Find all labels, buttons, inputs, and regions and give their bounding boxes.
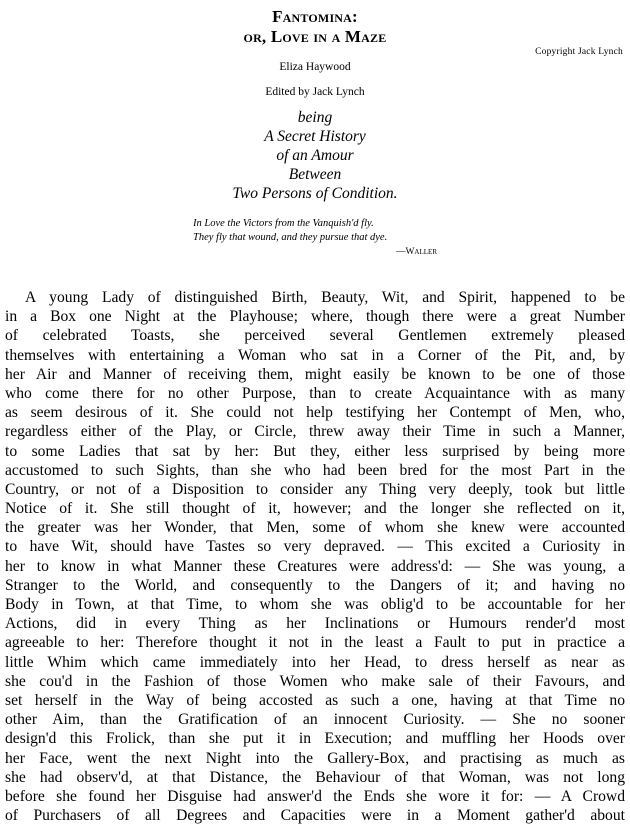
- body-line: set herself in the Way of being accosted as such a one, having at that Time no: [5, 691, 625, 709]
- title-line-1: Fantomina:: [272, 7, 358, 26]
- subtitle-line: A Secret History: [264, 128, 366, 145]
- title-line-2: or, Love in a Maze: [243, 27, 387, 46]
- body-line: she cou'd in the Fashion of those Women who make sale of their Favours, and: [5, 672, 625, 690]
- body-paragraph: [5, 288, 625, 825]
- body-line: other Aim, than the Gratification of an innocent Curiosity. — She no sooner: [5, 711, 625, 729]
- body-line: Notice of it. She still thought of it, however; and the longer she reflected on it,: [5, 500, 625, 518]
- body-line: to have Wit, should have Tastes so very depraved. — This excited a Curiosity in: [5, 538, 625, 556]
- author-name: Eliza Haywood: [279, 61, 351, 73]
- editor-credit: Edited by Jack Lynch: [265, 86, 365, 98]
- body-line: in a Box one Night at the Playhouse; where, though there were a great Number: [5, 308, 625, 326]
- body-line: accustomed to such Sights, than she who had been bred for the most Part in the: [5, 461, 625, 479]
- body-line: who come there for no other Purpose, than to create Acquaintance with as many: [5, 384, 625, 402]
- body-line: agreeable to her: Therefore thought it not in the least a Fault to put in practice a: [5, 634, 625, 652]
- body-line: she had observ'd, at that Distance, the Behaviour of that Woman, was not long: [5, 768, 625, 786]
- body-line: themselves with entertaining a Woman who sat in a Corner of the Pit, and, by: [5, 346, 625, 364]
- body-line: of celebrated Toasts, she perceived several Gentlemen extremely pleased: [5, 327, 625, 345]
- body-line: of Purchasers of all Degrees and Capacities were in a Moment gather'd about: [5, 807, 625, 825]
- subtitle-line: being: [297, 109, 333, 126]
- subtitle-block: [0, 108, 630, 203]
- body-line: Stranger to the World, and consequently to the Dangers of it; and having no: [5, 576, 625, 594]
- body-line: regardless either of the Play, or Circle, threw away their Time in such a Manner,: [5, 423, 625, 441]
- body-line: A young Lady of distinguished Birth, Beauty, Wit, and Spirit, happened to be: [25, 289, 625, 306]
- body-line: as seem desirous of it. She could not help testifying her Contempt of Men, who,: [5, 404, 625, 422]
- subtitle-line: Two Persons of Condition.: [232, 185, 398, 202]
- epigraph: [193, 217, 439, 245]
- body-line: to some Ladies that sat by her: But they, either less surprised by being more: [5, 442, 625, 460]
- body-line: before she found her Disguise had answer'd the Ends she wore it for: — A Crowd: [5, 787, 625, 805]
- subtitle-line: Between: [288, 166, 342, 183]
- subtitle-line: of an Amour: [276, 147, 354, 164]
- body-line: her Air and Manner of receiving them, might easily be known to be one of those: [5, 365, 625, 383]
- body-line: Actions, did in every Thing as her Inclinations or Humours render'd most: [5, 615, 625, 633]
- body-line: her Face, went the next Night into the Gallery-Box, and practising as much as: [5, 749, 625, 767]
- body-line: little Whim which came immediately into her Head, to dress herself as near as: [5, 653, 625, 671]
- body-line: Body in Town, at that Time, to whom she was oblig'd to be accountable for her: [5, 596, 625, 613]
- body-line: design'd this Frolick, than she put it in Execution; and muffling her Hoods over: [5, 730, 625, 748]
- body-line: her to know in what Manner these Creatures were address'd: — She was young, a: [5, 557, 625, 575]
- epigraph-line: They fly that wound, and they pursue that dye.: [193, 232, 388, 243]
- body-line: the greater was her Wonder, that Men, some of whom she knew were accounted: [5, 519, 625, 537]
- body-line: Country, or not of a Disposition to consider any Thing very deeply, took but little: [5, 480, 625, 498]
- copyright-notice: Copyright Jack Lynch: [535, 47, 623, 57]
- epigraph-attribution: —Waller: [395, 247, 437, 257]
- epigraph-line: In Love the Victors from the Vanquish'd fly.: [193, 218, 374, 229]
